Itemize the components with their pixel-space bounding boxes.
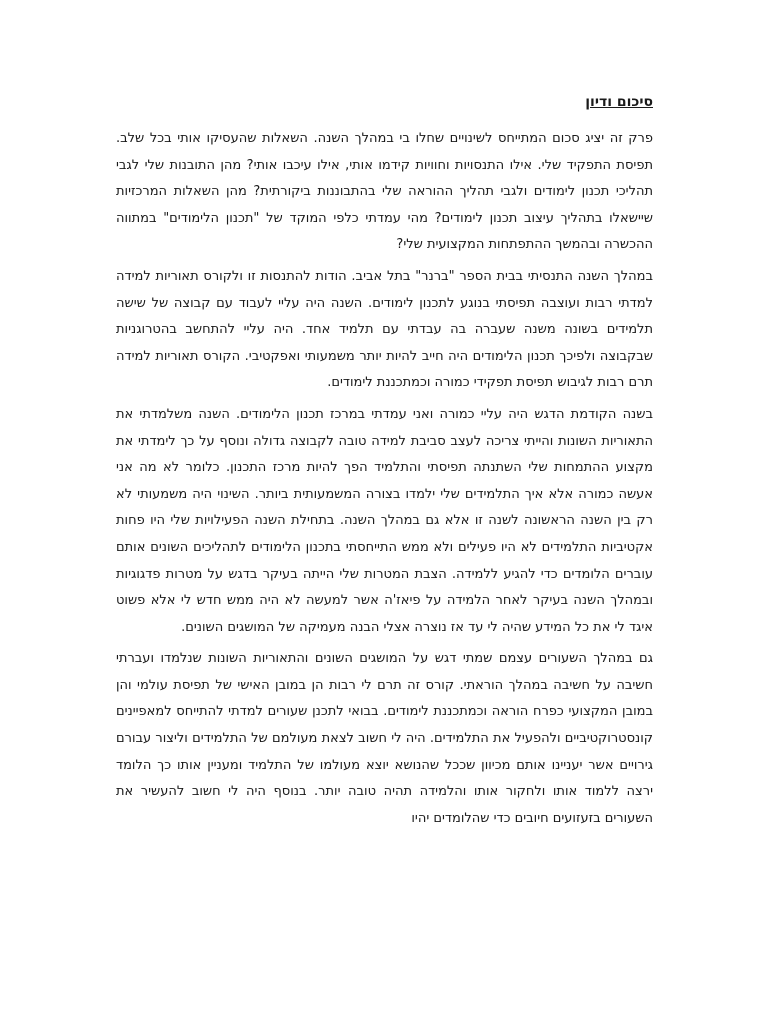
- paragraph: בשנה הקודמת הדגש היה עליי כמורה ואני עמדתי במרכז תכנון הלימודים. השנה משלמדתי את התאוריות השונות והייתי צריכה לעצב סביבת למידה טובה לקבוצה גדולה ונוסף על כך לימדתי את מקצוע ההתמחות שלי השתנתה תפיסתי והתלמיד הפך להיות מרכז התכנון. כלומר לא מה אני אעשה כמורה אלא איך התלמידים שלי ילמדו בצורה המשמעותית ביותר. השינוי היה משמעותי לא רק בין השנה הראשונה לשנה זו אלא גם במהלך השנה. בתחילת השנה הפעילויות שלי היו פחות אקטיביות התלמידים לא היו פעילים ולא ממש התייחסתי בתכנון הלימודים לתהליכים השונים אותם עוברים הלומדים כדי להגיע ללמידה. הצבת המטרות שלי הייתה בעיקר בדגש על מטרות פדגוגיות ובמהלך השנה בעיקר לאחר הלמידה על פיאז'ה אשר למעשה לא היה ממש חדש לי אלא פשוט איגד לי את כל המידע שהיה לי עד אז נוצרה אצלי הבנה מעמיקה של המושגים השונים.: [116, 406, 653, 635]
- paragraph: פרק זה יציג סכום המתייחס לשינויים שחלו בי במהלך השנה. השאלות שהעסיקו אותי בכל שלב. תפיסת התפקיד שלי. אילו התנסויות וחוויות קידמו אותי, אילו עיכבו אותי? מהן התובנות שלי לגבי תהליכי תכנון לימודים ולגבי תהליך ההוראה שלי בהתבוננות ביקורתית? מהן השאלות המרכזיות שיישאלו בתהליך עיצוב תכנון לימודים? מהי עמדתי כלפי המוקד של "תכנון הלימודים" במתווה ההכשרה ובהמשך ההתפתחות המקצועית שלי?: [116, 131, 653, 253]
- paragraph: במהלך השנה התנסיתי בבית הספר "ברנר" בתל אביב. הודות להתנסות זו ולקורס תאוריות למידה למדתי רבות ועוצבה תפיסתי בנוגע לתכנון לימודים. השנה היה עליי לעבוד עם קבוצה של שישה תלמידים בשונה משנה שעברה בה עבדתי עם תלמיד אחד. היה עליי להתחשב בהטרוגניות שבקבוצה ולפיכך תכנון הלימודים היה חייב להיות יותר משמעותי ואפקטיבי. הקורס תאוריות למידה תרם רבות לגיבוש תפיסת תפקידי כמורה וכמתכננת לימודים.: [116, 268, 653, 391]
- paragraph: גם במהלך השעורים עצמם שמתי דגש על המושגים השונים והתאוריות השונות שנלמדו ועברתי חשיבה על חשיבה במהלך הוראתי. קורס זה תרם לי רבות הן במובן האישי של תפיסת עולמי והן במובן המקצועי כפרח הוראה וכמתכננת לימודים. בבואי לתכנן שעורים למדתי להתייחס למאפיינים קונסטרוקטיביים ולהפעיל את התלמידים. היה לי חשוב לצאת מעולמם של התלמידים וליצור עבורם גירויים אשר יעניינו אותם מכיוון שככל שהנושא יוצא מעולמו של התלמיד ומעניין אותו כך הלומד ירצה ללמוד אותו ולחקור אותו והלמידה תהיה טובה יותר. בנוסף היה לי חשוב להעשיר את השעורים בזעזועים חיובים כדי שהלומדים יהיו: [116, 651, 653, 826]
- document-page: [116, 92, 653, 837]
- section-title: סיכום ודיון: [585, 94, 653, 110]
